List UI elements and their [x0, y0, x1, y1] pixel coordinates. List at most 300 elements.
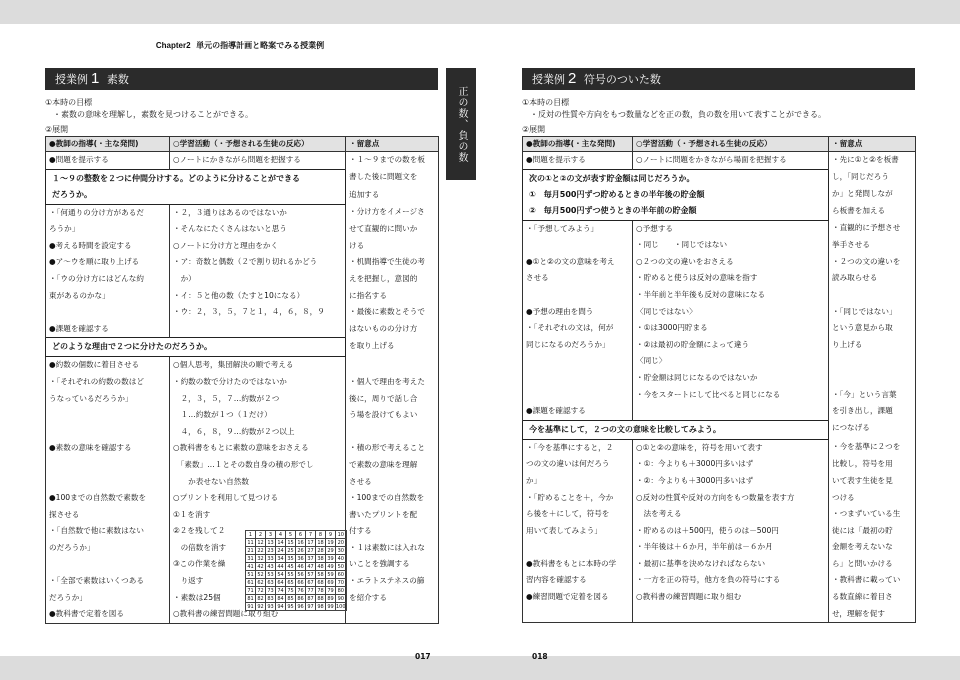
activity-cell: ○ノートに分け方と理由をかく	[170, 238, 346, 255]
grid-cell: 94	[277, 603, 284, 610]
activity-cell: ①１を消す	[170, 507, 346, 524]
boxed-text-line: 次の①と②の文が表す貯金額は同じだろうか。	[529, 173, 695, 183]
grid-cell: 20	[336, 539, 347, 547]
notes-cell: ・分け方をイメージさ	[346, 204, 439, 221]
lesson-title-bar	[45, 68, 438, 90]
teacher-cell	[46, 474, 170, 491]
table-row	[46, 507, 439, 524]
table-row	[523, 506, 916, 523]
grid-cell: 53	[267, 571, 274, 578]
notes-cell: で素数の意味を理解	[346, 457, 439, 474]
teacher-cell: か」	[523, 473, 633, 490]
lesson-label: 授業例	[55, 73, 88, 86]
activity-cell: ○教科書をもとに素数の意味をおさえる	[170, 440, 346, 457]
grid-cell: 99	[327, 603, 334, 610]
grid-cell: 55	[287, 571, 294, 578]
grid-cell: 93	[267, 603, 274, 610]
activity-cell: ・①：今よりも＋3000円多いはず	[633, 456, 829, 473]
grid-cell: 36	[297, 555, 304, 562]
grid-cell: 50	[336, 563, 347, 571]
activity-cell: ・そんなにたくさんはないと思う	[170, 221, 346, 238]
left-page	[45, 68, 438, 661]
teacher-cell: ●100までの自然数で素数を	[46, 490, 170, 507]
table-row	[523, 320, 916, 337]
grid-cell: 89	[327, 595, 334, 602]
grid-cell: 10	[336, 531, 347, 539]
table-row	[523, 539, 916, 556]
task-box	[523, 420, 829, 439]
table-row	[46, 457, 439, 474]
notes-cell: ・先に①と②を板書	[829, 152, 916, 170]
teacher-column-header: ●教師の指導(・主な発問)	[523, 137, 633, 152]
teacher-cell: させる	[523, 270, 633, 287]
activity-column-header: ○学習活動（・予想される生徒の反応）	[633, 137, 829, 152]
activity-cell: ・約数の数で分けたのではないか	[170, 374, 346, 391]
table-row	[46, 424, 439, 441]
notes-column-header: ・留意点	[346, 137, 439, 152]
activity-cell: ・貯めると使うは反対の意味を指す	[633, 270, 829, 287]
grid-cell: 96	[297, 603, 304, 610]
notes-cell: ける	[346, 238, 439, 255]
activity-cell	[633, 606, 829, 623]
development-heading: ②展開	[45, 125, 69, 134]
grid-cell: 84	[277, 595, 284, 602]
activity-cell: 法を考える	[633, 506, 829, 523]
grid-cell: 91	[247, 603, 254, 610]
grid-cell: 63	[267, 579, 274, 586]
notes-cell: 書した後に問題文を	[346, 169, 439, 187]
grid-cell: 40	[336, 555, 347, 563]
grid-cell: 51	[247, 571, 254, 578]
grid-cell: 60	[336, 571, 347, 579]
notes-cell: いて表す生徒を見	[829, 473, 916, 490]
grid-cell: 54	[277, 571, 284, 578]
notes-cell: ら」と問いかける	[829, 556, 916, 573]
teacher-cell: ●考える時間を設定する	[46, 238, 170, 255]
activity-cell: ・一方を正の符号，他方を負の符号にする	[633, 572, 829, 589]
table-row	[523, 523, 916, 540]
activity-cell: ・２，３通りはあるのではないか	[170, 204, 346, 221]
activity-cell: ・同じ ・同じではない	[633, 237, 829, 254]
grid-cell: 69	[327, 579, 334, 586]
notes-cell: えを把握し，意図的	[346, 271, 439, 288]
table-row	[523, 456, 916, 473]
problem-box	[523, 169, 829, 220]
grid-cell: 64	[277, 579, 284, 586]
grid-cell: 18	[317, 539, 324, 546]
activity-cell: の倍数を消す	[170, 540, 346, 557]
teacher-cell: 習内容を確認する	[523, 572, 633, 589]
grid-cell: 92	[257, 603, 264, 610]
boxed-text-line: ② 毎月500円ずつ使うときの半年前の貯金額	[529, 205, 697, 215]
grid-cell: 45	[287, 563, 294, 570]
table-row	[523, 439, 916, 456]
activity-cell: り返す	[170, 573, 346, 590]
teacher-cell	[523, 353, 633, 370]
activity-cell	[633, 403, 829, 420]
notes-cell: 金額を考えないな	[829, 539, 916, 556]
teacher-cell: だろうか」	[46, 590, 170, 607]
activity-cell: ・今をスタートにして比べると同じになる	[633, 387, 829, 404]
grid-cell: 1	[246, 531, 256, 539]
grid-cell: 68	[317, 579, 324, 586]
notes-cell	[829, 370, 916, 387]
teacher-cell: 東があるのかな」	[46, 288, 170, 305]
table-row	[523, 254, 916, 271]
grid-cell: 31	[247, 555, 254, 562]
notes-cell: を引き出し，課題	[829, 403, 916, 420]
activity-column-header: ○学習活動（・予想される生徒の反応）	[170, 137, 346, 152]
boxed-text-line: どのような理由で２つに分けたのだろうか。	[52, 342, 212, 352]
activity-cell: ○個人思考，集団解決の順で考える	[170, 357, 346, 374]
grid-cell: 22	[257, 547, 264, 554]
notes-cell: ・机間指導で生徒の考	[346, 254, 439, 271]
task-box	[46, 338, 346, 357]
notes-cell: はないものの分け方	[346, 321, 439, 338]
activity-cell: 〈同じ〉	[633, 353, 829, 370]
activity-cell: ２，３，５，７…約数が２つ	[170, 391, 346, 408]
notes-cell	[829, 287, 916, 304]
lesson-title-bar	[522, 68, 915, 90]
grid-cell: 39	[327, 555, 334, 562]
goal-text: ・素数の意味を理解し，素数を見つけることができる。	[53, 110, 253, 119]
activity-cell: ②２を残して２	[170, 523, 346, 540]
notes-cell: つける	[829, 490, 916, 507]
grid-cell: 83	[267, 595, 274, 602]
teacher-cell: ら後を＋にして，符号を	[523, 506, 633, 523]
teacher-cell: 同じになるのだろうか」	[523, 337, 633, 354]
grid-cell: 78	[317, 587, 324, 594]
notes-cell: か」と発問しなが	[829, 186, 916, 203]
activity-cell: ・①は3000円貯まる	[633, 320, 829, 337]
table-row	[46, 556, 439, 573]
grid-cell: 58	[317, 571, 324, 578]
notes-cell: 追加する	[346, 187, 439, 205]
table-row	[523, 572, 916, 589]
teacher-cell: 探させる	[46, 507, 170, 524]
grid-cell: 16	[297, 539, 304, 546]
notes-cell: ・最後に素数とそうで	[346, 304, 439, 321]
grid-cell: 19	[327, 539, 334, 546]
notes-cell	[346, 606, 439, 623]
notes-cell: 徒には「最初の貯	[829, 523, 916, 540]
notes-cell: という意見から取	[829, 320, 916, 337]
grid-cell: 23	[267, 547, 274, 554]
activity-cell: ・素数は25個	[170, 590, 346, 607]
notes-cell: を取り上げる	[346, 338, 439, 357]
activity-cell: ・貯金額は同じになるのではないか	[633, 370, 829, 387]
grid-cell: 77	[307, 587, 314, 594]
grid-cell: 37	[307, 555, 314, 562]
notes-cell: に指名する	[346, 288, 439, 305]
teacher-cell	[46, 407, 170, 424]
activity-cell: ・半年後は＋６か月，半年前は－６か月	[633, 539, 829, 556]
activity-cell: ③この作業を繰	[170, 556, 346, 573]
teacher-cell: ●教科書で定着を図る	[46, 606, 170, 623]
teacher-cell	[523, 387, 633, 404]
activity-cell: ○反対の性質や反対の方向をもつ数量を表す方	[633, 490, 829, 507]
grid-cell: 38	[317, 555, 324, 562]
notes-cell: ・教科書に載ってい	[829, 572, 916, 589]
problem-box	[46, 169, 346, 204]
teacher-cell: のだろうか」	[46, 540, 170, 557]
grid-cell: 57	[307, 571, 314, 578]
table-row	[46, 304, 439, 321]
table-row	[523, 220, 916, 237]
table-row	[46, 221, 439, 238]
grid-cell: 72	[257, 587, 264, 594]
table-row	[46, 374, 439, 391]
table-row	[46, 238, 439, 255]
teacher-cell	[46, 304, 170, 321]
grid-cell: 67	[307, 579, 314, 586]
teacher-cell	[523, 539, 633, 556]
grid-cell: 73	[267, 587, 274, 594]
notes-cell: ・１は素数には入れな	[346, 540, 439, 557]
activity-cell: ○２つの文の違いをおさえる	[633, 254, 829, 271]
teacher-cell: ・「それぞれの約数の数はど	[46, 374, 170, 391]
activity-cell: ・イ：５と他の数（たすと10になる）	[170, 288, 346, 305]
boxed-text-line: だろうか。	[52, 189, 92, 199]
activity-cell: ○プリントを利用して見つける	[170, 490, 346, 507]
table-row	[46, 407, 439, 424]
chapter-label: Chapter2	[155, 41, 191, 50]
teacher-cell: つの文の違いは何だろう	[523, 456, 633, 473]
table-row	[46, 474, 439, 491]
notes-cell: 比較し，符号を用	[829, 456, 916, 473]
activity-cell: ○教科書の練習問題に取り組む	[633, 589, 829, 606]
notes-cell: ・積の形で考えること	[346, 440, 439, 457]
table-row	[523, 152, 916, 170]
activity-cell: ・最初に基準を決めなければならない	[633, 556, 829, 573]
page-number: 018	[532, 652, 548, 661]
boxed-text-line: ① 毎月500円ずつ貯めるときの半年後の貯金額	[529, 189, 705, 199]
grid-cell: 13	[267, 539, 274, 546]
table-row	[523, 370, 916, 387]
grid-cell: 15	[287, 539, 294, 546]
grid-cell: 43	[267, 563, 274, 570]
notes-cell: り上げる	[829, 337, 916, 354]
grid-cell: 74	[277, 587, 284, 594]
table-row	[523, 420, 916, 439]
activity-cell: ○予想する	[633, 220, 829, 237]
grid-cell: 82	[257, 595, 264, 602]
notes-cell	[346, 424, 439, 441]
table-row	[46, 288, 439, 305]
teacher-cell	[46, 424, 170, 441]
table-row	[46, 338, 439, 357]
grid-cell: 21	[247, 547, 254, 554]
teacher-cell: ・「それぞれの文は，何が	[523, 320, 633, 337]
table-row	[523, 490, 916, 507]
table-row	[523, 387, 916, 404]
activity-cell: ・ウ：２，３，５，７と１，４，６，８，９	[170, 304, 346, 321]
teacher-cell: ●①と②の文の意味を考え	[523, 254, 633, 271]
grid-cell: 90	[336, 595, 347, 603]
table-row	[523, 169, 916, 186]
grid-cell: 14	[277, 539, 284, 546]
grid-cell: 30	[336, 547, 347, 555]
table-row	[46, 169, 439, 187]
teacher-cell: ・「全部で素数はいくつある	[46, 573, 170, 590]
teacher-cell: ●予想の理由を問う	[523, 304, 633, 321]
table-row	[523, 556, 916, 573]
activity-cell: ○ノートにかきながら問題を把握する	[170, 152, 346, 170]
table-row	[46, 321, 439, 338]
activity-cell: ・②は最初の貯金額によって違う	[633, 337, 829, 354]
table-row	[46, 152, 439, 170]
teacher-cell	[523, 370, 633, 387]
teacher-cell: ●約数の個数に着目させる	[46, 357, 170, 374]
activity-cell: ・半年前と半年後も反対の意味になる	[633, 287, 829, 304]
right-page	[522, 68, 915, 661]
table-row	[523, 473, 916, 490]
teacher-cell	[523, 606, 633, 623]
grid-cell: 100	[336, 603, 346, 610]
table-row	[46, 254, 439, 271]
table-row	[46, 440, 439, 457]
table-row	[46, 540, 439, 557]
teacher-cell: ●ア～ウを順に取り上げる	[46, 254, 170, 271]
teacher-cell: ●課題を確認する	[523, 403, 633, 420]
grid-cell: 71	[247, 587, 254, 594]
teacher-cell: ●問題を提示する	[46, 152, 170, 170]
grid-cell: 81	[247, 595, 254, 602]
notes-cell: ・「同じではない」	[829, 304, 916, 321]
teacher-cell	[523, 237, 633, 254]
activity-cell: 「素数」…１とその数自身の積の形でし	[170, 457, 346, 474]
grid-cell: 35	[287, 555, 294, 562]
grid-cell: 2	[256, 531, 266, 539]
grid-cell: 5	[286, 531, 296, 539]
notes-cell: る数直線に着目さ	[829, 589, 916, 606]
table-row	[523, 287, 916, 304]
teacher-cell: ・「何通りの分け方があるだ	[46, 204, 170, 221]
teacher-cell	[46, 457, 170, 474]
teacher-cell: ●問題を提示する	[523, 152, 633, 170]
table-row	[46, 357, 439, 374]
grid-cell: 47	[307, 563, 314, 570]
activity-cell: １…約数が１つ（１だけ）	[170, 407, 346, 424]
teacher-column-header: ●教師の指導(・主な発問)	[46, 137, 170, 152]
grid-cell: 7	[306, 531, 316, 539]
grid-cell: 26	[297, 547, 304, 554]
grid-cell: 32	[257, 555, 264, 562]
goal-text: ・反対の性質や方向をもつ数量などを正の数，負の数を用いて表すことができる。	[530, 110, 826, 119]
grid-cell: 9	[326, 531, 336, 539]
lesson-plan-table	[45, 136, 439, 624]
notes-cell: につなげる	[829, 420, 916, 439]
grid-cell: 61	[247, 579, 254, 586]
notes-cell: ・直観的に予想させ	[829, 220, 916, 237]
teacher-cell: ・「ウの分け方にはどんな約	[46, 271, 170, 288]
grid-cell: 41	[247, 563, 254, 570]
lesson-plan-table	[522, 136, 916, 623]
teacher-cell: 用いて表してみよう」	[523, 523, 633, 540]
teacher-cell: ・「予想してみよう」	[523, 220, 633, 237]
activity-cell: ・②：今よりも＋3000円多いはず	[633, 473, 829, 490]
running-header	[0, 40, 480, 51]
table-row	[46, 204, 439, 221]
grid-cell: 11	[247, 539, 254, 546]
table-row	[523, 403, 916, 420]
grid-cell: 52	[257, 571, 264, 578]
grid-cell: 62	[257, 579, 264, 586]
notes-cell: ら板書を加える	[829, 203, 916, 220]
goal-heading: ①本時の目標	[522, 98, 570, 107]
table-row	[523, 606, 916, 623]
grid-cell: 56	[297, 571, 304, 578]
table-row	[46, 573, 439, 590]
grid-cell: 59	[327, 571, 334, 578]
boxed-text-line: 今を基準にして，２つの文の意味を比較してみよう。	[529, 424, 721, 434]
table-row	[523, 237, 916, 254]
notes-cell: 読み取らせる	[829, 270, 916, 287]
grid-cell: 34	[277, 555, 284, 562]
notes-cell: ・つまずいている生	[829, 506, 916, 523]
activity-cell: ○教科書の練習問題に取り組む	[170, 606, 346, 623]
development-heading: ②展開	[522, 125, 546, 134]
table-row	[523, 353, 916, 370]
lesson-number: 1	[91, 70, 100, 87]
lesson-name: 素数	[106, 73, 129, 86]
chapter-title: 単元の指導計画と略案でみる授業例	[196, 41, 325, 50]
teacher-cell: ろうか」	[46, 221, 170, 238]
teacher-cell	[523, 287, 633, 304]
teacher-cell	[46, 556, 170, 573]
activity-cell	[170, 321, 346, 338]
notes-cell	[346, 357, 439, 374]
activity-cell: 〈同じではない〉	[633, 304, 829, 321]
grid-cell: 27	[307, 547, 314, 554]
activity-cell: ４，６，８，９…約数が２つ以上	[170, 424, 346, 441]
teacher-cell: ●素数の意味を確認する	[46, 440, 170, 457]
grid-cell: 87	[307, 595, 314, 602]
teacher-cell: ・「貯めることを＋，今か	[523, 490, 633, 507]
notes-cell: 書いたプリントを配	[346, 507, 439, 524]
activity-cell: か表せない自然数	[170, 474, 346, 491]
notes-cell: う場を設けてもよい	[346, 407, 439, 424]
activity-cell: ○①と②の意味を，符号を用いて表す	[633, 439, 829, 456]
notes-cell: させる	[346, 474, 439, 491]
grid-cell: 12	[257, 539, 264, 546]
grid-cell: 97	[307, 603, 314, 610]
teacher-cell: ●練習問題で定着を図る	[523, 589, 633, 606]
table-row	[46, 606, 439, 623]
table-row	[46, 271, 439, 288]
grid-cell: 75	[287, 587, 294, 594]
boxed-text-line: １～９の整数を２つに仲間分けする。どのように分けることができる	[52, 173, 300, 183]
notes-cell: を紹介する	[346, 590, 439, 607]
grid-cell: 88	[317, 595, 324, 602]
notes-cell	[829, 353, 916, 370]
notes-cell: ・エラトステネスの篩	[346, 573, 439, 590]
grid-cell: 49	[327, 563, 334, 570]
grid-cell: 33	[267, 555, 274, 562]
teacher-cell: ●課題を確認する	[46, 321, 170, 338]
grid-cell: 17	[307, 539, 314, 546]
notes-cell: ・今を基準に２つを	[829, 439, 916, 456]
teacher-cell: ・「自然数で他に素数はない	[46, 523, 170, 540]
notes-cell: ・「今」という言葉	[829, 387, 916, 404]
teacher-cell: ・「今を基準にすると，２	[523, 439, 633, 456]
lesson-name: 符号のついた数	[583, 73, 661, 86]
notes-cell: ・２つの文の違いを	[829, 254, 916, 271]
grid-cell: 85	[287, 595, 294, 602]
table-row	[523, 270, 916, 287]
grid-cell: 79	[327, 587, 334, 594]
table-row	[46, 590, 439, 607]
